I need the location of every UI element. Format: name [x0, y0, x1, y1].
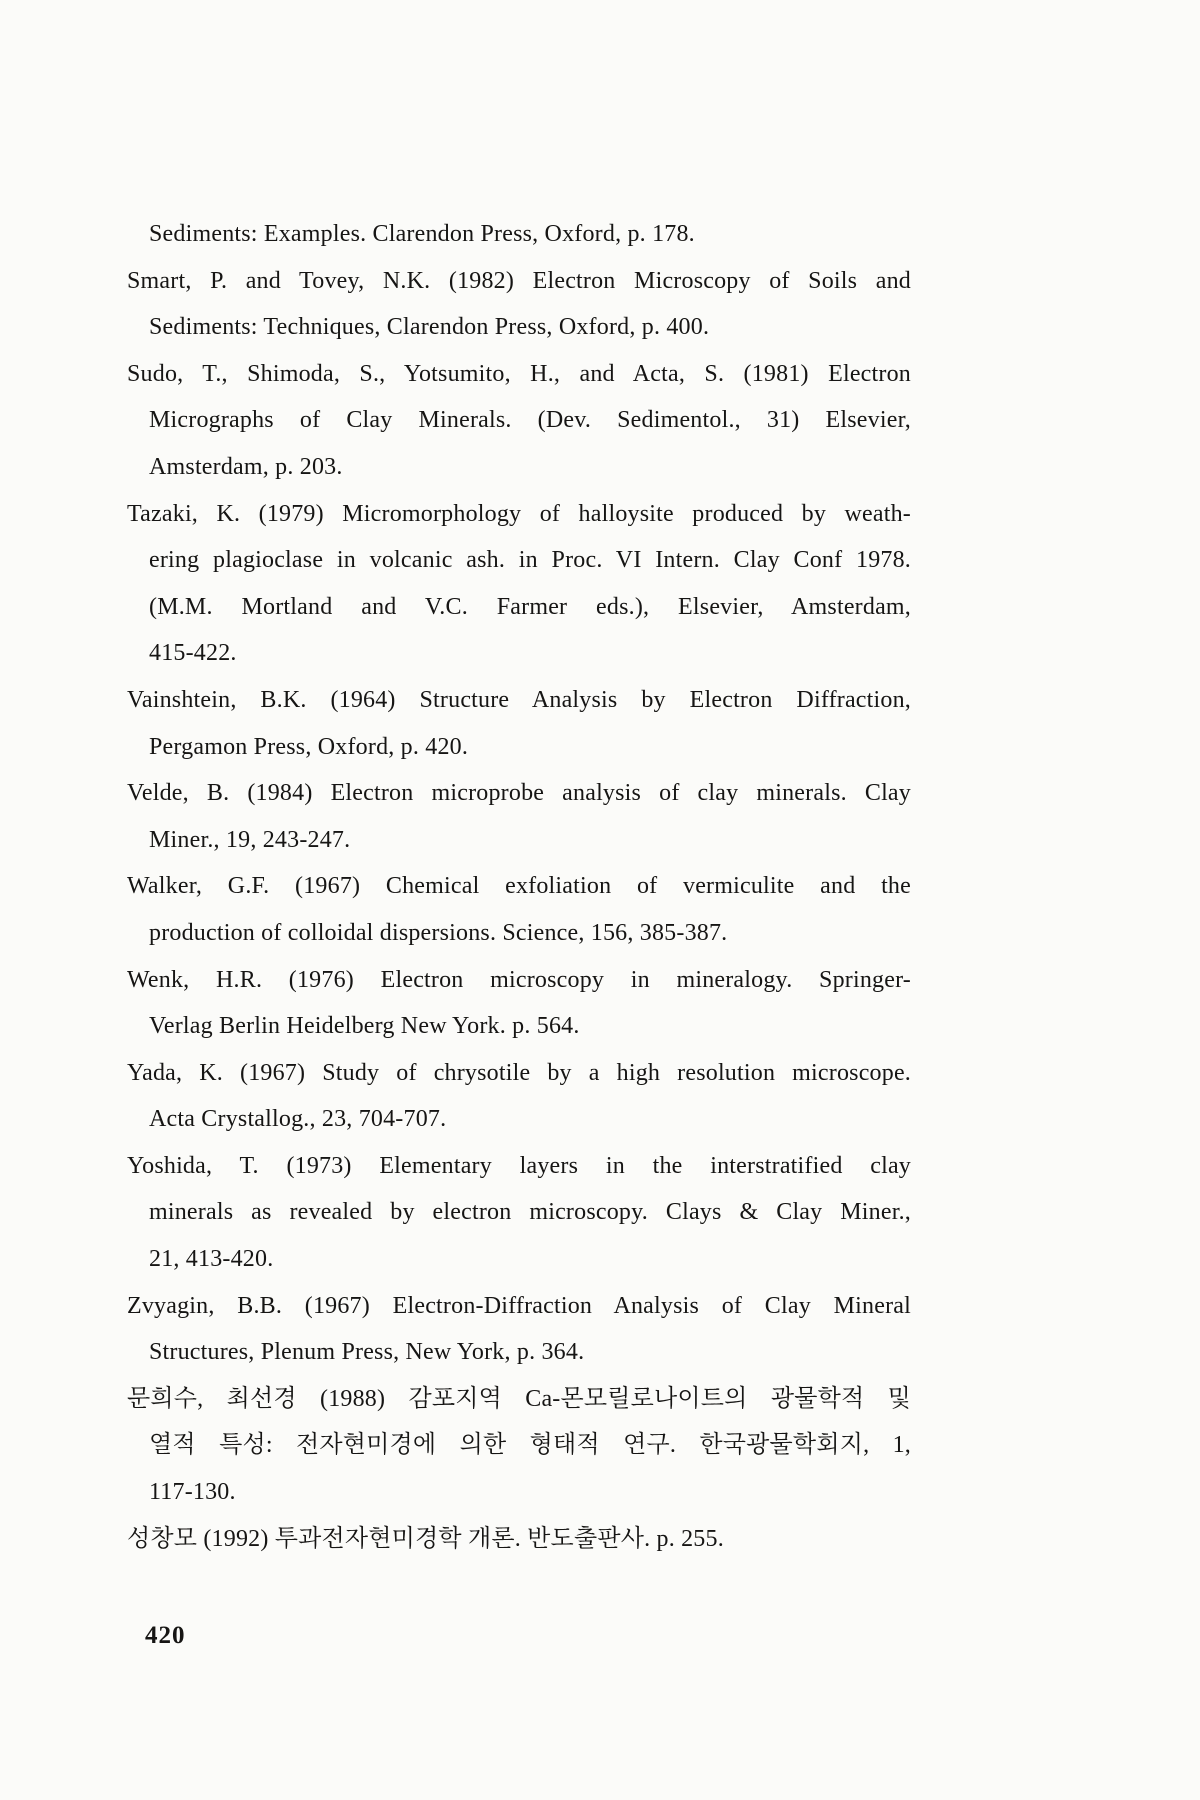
- reference-line: Verlag Berlin Heidelberg New York. p. 564.: [149, 1013, 580, 1040]
- reference-line: 117-130.: [149, 1479, 236, 1506]
- reference-line: 문희수, 최선경 (1988) 감포지역 Ca-몬모릴로나이트의 광물학적 및: [127, 1385, 911, 1412]
- reference-line: Pergamon Press, Oxford, p. 420.: [149, 733, 469, 760]
- reference-line: Yoshida, T. (1973) Elementary layers in the interstratified clay: [127, 1152, 911, 1179]
- reference-line: Sudo, T., Shimoda, S., Yotsumito, H., and Acta, S. (1981) Electron: [127, 360, 911, 387]
- reference-line: Sediments: Techniques, Clarendon Press, Oxford, p. 400.: [149, 314, 710, 341]
- reference-line: Micrographs of Clay Minerals. (Dev. Sedimentol., 31) Elsevier,: [149, 407, 911, 434]
- reference-line: Zvyagin, B.B. (1967) Electron-Diffraction Analysis of Clay Mineral: [127, 1292, 911, 1319]
- reference-line: Smart, P. and Tovey, N.K. (1982) Electron Microscopy of Soils and: [127, 267, 911, 294]
- reference-line: 21, 413-420.: [149, 1246, 274, 1273]
- reference-line: Acta Crystallog., 23, 704-707.: [149, 1106, 447, 1133]
- reference-line: 성창모 (1992) 투과전자현미경학 개론. 반도출판사. p. 255.: [127, 1525, 724, 1552]
- reference-line: Walker, G.F. (1967) Chemical exfoliation of vermiculite and the: [127, 873, 911, 900]
- reference-line: Tazaki, K. (1979) Micromorphology of halloysite produced by weath-: [127, 500, 911, 527]
- reference-line: Velde, B. (1984) Electron microprobe analysis of clay minerals. Clay: [127, 780, 911, 807]
- reference-line: Structures, Plenum Press, New York, p. 364.: [149, 1339, 585, 1366]
- reference-line: Amsterdam, p. 203.: [149, 453, 343, 480]
- reference-line: ering plagioclase in volcanic ash. in Proc. VI Intern. Clay Conf 1978.: [149, 547, 911, 574]
- reference-line: (M.M. Mortland and V.C. Farmer eds.), Elsevier, Amsterdam,: [149, 593, 911, 620]
- references-list: [127, 211, 911, 1562]
- page-number: 420: [145, 1622, 186, 1649]
- reference-line: Vainshtein, B.K. (1964) Structure Analysis by Electron Diffraction,: [127, 686, 911, 713]
- reference-line: Yada, K. (1967) Study of chrysotile by a high resolution microscope.: [127, 1059, 911, 1086]
- reference-line: 415-422.: [149, 640, 237, 667]
- reference-line: 열적 특성: 전자현미경에 의한 형태적 연구. 한국광물학회지, 1,: [149, 1432, 911, 1459]
- reference-line: minerals as revealed by electron microscopy. Clays & Clay Miner.,: [149, 1199, 911, 1226]
- reference-line: Sediments: Examples. Clarendon Press, Oxford, p. 178.: [149, 221, 695, 247]
- reference-line: Miner., 19, 243-247.: [149, 826, 351, 853]
- reference-line: Wenk, H.R. (1976) Electron microscopy in mineralogy. Springer-: [127, 966, 911, 993]
- reference-line: production of colloidal dispersions. Science, 156, 385-387.: [149, 919, 728, 946]
